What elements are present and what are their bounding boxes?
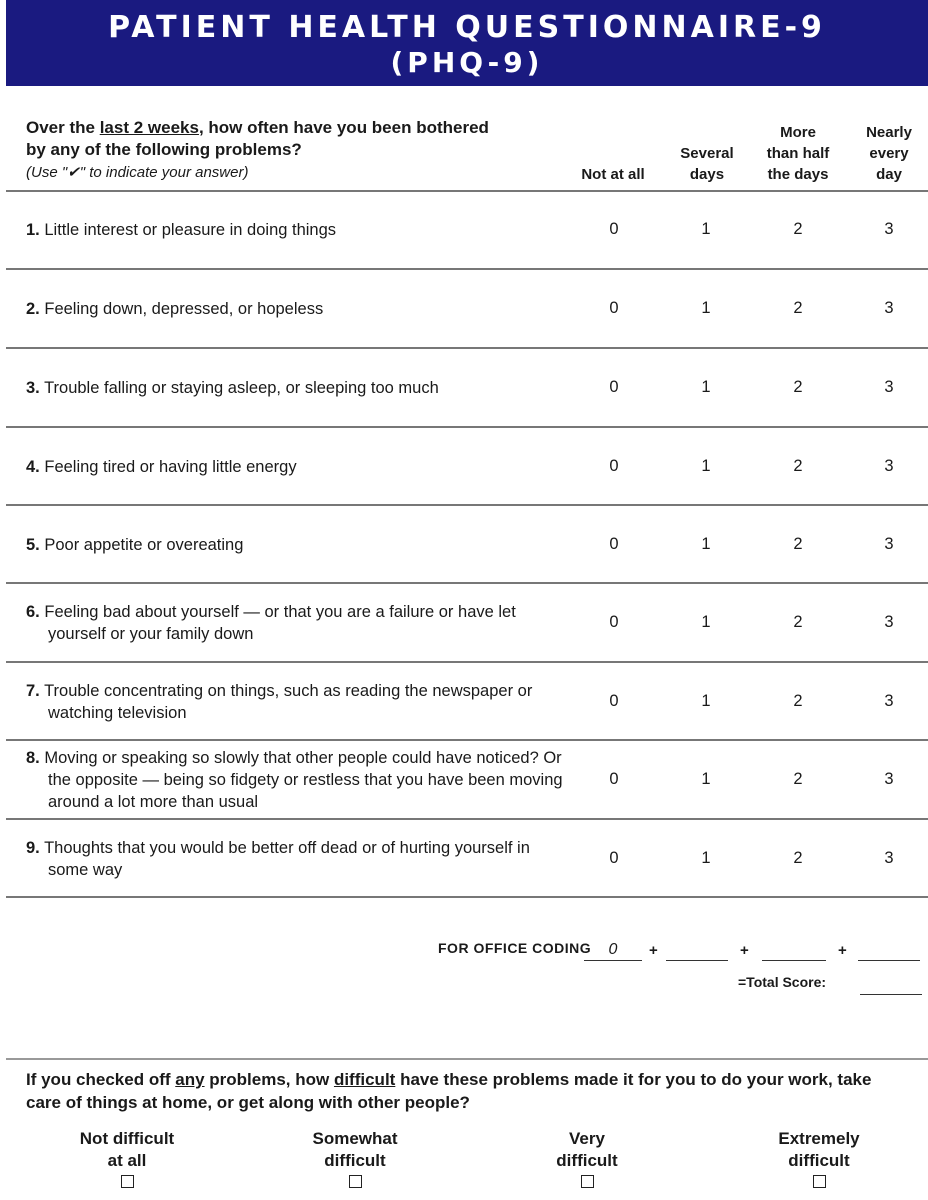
plus-sign: + xyxy=(649,942,658,959)
item-text xyxy=(26,506,566,583)
checkbox[interactable] xyxy=(121,1175,134,1188)
question-header xyxy=(26,117,586,184)
score-option-1[interactable]: 1 xyxy=(701,220,711,238)
score-option-3[interactable]: 3 xyxy=(884,692,894,710)
item-label: Feeling down, depressed, or hopeless xyxy=(44,299,324,318)
table-bottom-divider xyxy=(6,896,928,898)
score-option-0[interactable]: 0 xyxy=(609,220,619,238)
item-row-9 xyxy=(6,820,928,897)
item-text xyxy=(26,191,566,268)
checkbox[interactable] xyxy=(581,1175,594,1188)
score-option-1[interactable]: 1 xyxy=(701,613,711,631)
item-number: 6. xyxy=(26,602,40,621)
header-text-pre: Over the xyxy=(26,118,100,137)
option-line: Extremely xyxy=(778,1129,860,1148)
score-option-1[interactable]: 1 xyxy=(701,457,711,475)
difficulty-option-somewhat xyxy=(270,1128,440,1188)
item-number: 4. xyxy=(26,457,40,476)
score-option-2[interactable]: 2 xyxy=(793,613,803,631)
item-text xyxy=(26,349,566,426)
item-number: 9. xyxy=(26,838,40,857)
column-header-line: Several xyxy=(680,145,734,162)
option-line: difficult xyxy=(556,1151,618,1170)
column-header-line: More xyxy=(780,124,816,141)
item-row-3 xyxy=(6,349,928,426)
score-option-1[interactable]: 1 xyxy=(701,535,711,553)
item-number: 3. xyxy=(26,378,40,397)
score-option-0[interactable]: 0 xyxy=(609,535,619,553)
header-text-line2: by any of the following problems? xyxy=(26,140,302,159)
difficulty-option-not-difficult xyxy=(42,1128,212,1188)
office-coding-field-1[interactable]: 0 xyxy=(584,940,642,961)
score-option-2[interactable]: 2 xyxy=(793,692,803,710)
title-banner xyxy=(6,0,928,86)
item-label: Feeling bad about yourself — or that you are a failure or have let yourself or your family down xyxy=(44,602,516,643)
score-option-2[interactable]: 2 xyxy=(793,849,803,867)
office-coding-field-4[interactable] xyxy=(858,940,920,961)
column-header-line: every xyxy=(869,145,909,162)
total-score-field[interactable] xyxy=(860,974,922,995)
score-option-2[interactable]: 2 xyxy=(793,378,803,396)
item-text xyxy=(26,741,566,818)
score-option-1[interactable]: 1 xyxy=(701,692,711,710)
form-title: PATIENT HEALTH QUESTIONNAIRE-9 xyxy=(108,10,826,45)
item-number: 5. xyxy=(26,535,40,554)
column-header-not-at-all xyxy=(568,164,658,185)
item-text xyxy=(26,820,566,897)
item-row-4 xyxy=(6,428,928,505)
score-option-3[interactable]: 3 xyxy=(884,613,894,631)
item-label: Thoughts that you would be better off dead or of hurting yourself in some way xyxy=(44,838,530,879)
difficulty-question xyxy=(26,1068,906,1114)
score-option-1[interactable]: 1 xyxy=(701,378,711,396)
column-header-line: than half xyxy=(766,145,830,162)
office-coding-field-2[interactable] xyxy=(666,940,728,961)
item-label: Trouble falling or staying asleep, or sleeping too much xyxy=(44,378,439,397)
item-number: 1. xyxy=(26,220,40,239)
office-coding-label: FOR OFFICE CODING xyxy=(438,940,592,956)
item-row-2 xyxy=(6,270,928,347)
difficulty-text-post: have these problems made it for you to do your work, take care of things at home, or get along with other people? xyxy=(26,1070,872,1112)
column-header-several-days xyxy=(662,143,752,185)
item-row-5 xyxy=(6,506,928,583)
column-header-nearly-every-day xyxy=(844,122,928,185)
item-text xyxy=(26,428,566,505)
item-text xyxy=(26,663,566,740)
difficulty-text-pre: If you checked off xyxy=(26,1070,176,1089)
item-text xyxy=(26,584,566,661)
item-text xyxy=(26,270,566,347)
form-subtitle: (PHQ-9) xyxy=(390,46,544,79)
score-option-0[interactable]: 0 xyxy=(609,613,619,631)
option-line: difficult xyxy=(788,1151,850,1170)
option-line: Not difficult xyxy=(79,1129,175,1148)
item-number: 7. xyxy=(26,681,40,700)
score-option-3[interactable]: 3 xyxy=(884,535,894,553)
score-option-0[interactable]: 0 xyxy=(609,457,619,475)
difficulty-option-extremely xyxy=(734,1128,904,1188)
option-line: difficult xyxy=(324,1151,386,1170)
score-option-0[interactable]: 0 xyxy=(609,692,619,710)
difficulty-text-any: any xyxy=(175,1070,205,1089)
difficulty-text-mid: problems, how xyxy=(204,1070,334,1089)
column-header-line: Not at all xyxy=(581,166,645,183)
total-score-label: =Total Score: xyxy=(738,974,827,990)
column-header-line: Nearly xyxy=(866,124,912,141)
option-line: Somewhat xyxy=(312,1129,398,1148)
score-option-1[interactable]: 1 xyxy=(701,849,711,867)
item-number: 8. xyxy=(26,748,40,767)
column-header-more-than-half xyxy=(753,122,843,185)
header-text-post: , how often have you been bothered xyxy=(198,118,489,137)
item-row-6 xyxy=(6,584,928,661)
item-label: Poor appetite or overeating xyxy=(44,535,244,554)
score-option-3[interactable]: 3 xyxy=(884,299,894,317)
plus-sign: + xyxy=(740,942,749,959)
option-line: Very xyxy=(569,1129,605,1148)
column-header-line: days xyxy=(689,166,725,183)
item-label: Trouble concentrating on things, such as reading the newspaper or watching television xyxy=(44,681,533,722)
score-option-0[interactable]: 0 xyxy=(609,378,619,396)
item-row-1 xyxy=(6,191,928,268)
office-coding-field-3[interactable] xyxy=(762,940,826,961)
score-option-1[interactable]: 1 xyxy=(701,770,711,788)
item-label: Moving or speaking so slowly that other people could have noticed? Or the opposite — being so fidgety or restless that you have been moving around a lot more than usual xyxy=(44,748,563,811)
column-header-line: the days xyxy=(767,166,829,183)
score-option-2[interactable]: 2 xyxy=(793,770,803,788)
item-label: Feeling tired or having little energy xyxy=(44,457,297,476)
score-option-1[interactable]: 1 xyxy=(701,299,711,317)
difficulty-option-very xyxy=(502,1128,672,1188)
plus-sign: + xyxy=(838,942,847,959)
score-option-3[interactable]: 3 xyxy=(884,378,894,396)
item-label: Little interest or pleasure in doing things xyxy=(44,220,337,239)
score-option-0[interactable]: 0 xyxy=(609,770,619,788)
difficulty-divider xyxy=(6,1058,928,1060)
checkbox[interactable] xyxy=(349,1175,362,1188)
item-number: 2. xyxy=(26,299,40,318)
column-header-line: day xyxy=(876,166,902,183)
item-row-8 xyxy=(6,741,928,818)
header-text-underlined: last 2 weeks xyxy=(99,118,199,137)
score-option-3[interactable]: 3 xyxy=(884,457,894,475)
item-row-7 xyxy=(6,663,928,740)
score-option-3[interactable]: 3 xyxy=(884,770,894,788)
score-option-0[interactable]: 0 xyxy=(609,849,619,867)
option-line: at all xyxy=(107,1151,147,1170)
difficulty-text-difficult: difficult xyxy=(333,1070,396,1089)
score-option-2[interactable]: 2 xyxy=(793,299,803,317)
score-option-2[interactable]: 2 xyxy=(793,535,803,553)
checkbox[interactable] xyxy=(813,1175,826,1188)
score-option-3[interactable]: 3 xyxy=(884,220,894,238)
score-option-2[interactable]: 2 xyxy=(793,457,803,475)
header-instruction: (Use "✔" to indicate your answer) xyxy=(26,164,249,181)
score-option-2[interactable]: 2 xyxy=(793,220,803,238)
score-option-3[interactable]: 3 xyxy=(884,849,894,867)
score-option-0[interactable]: 0 xyxy=(609,299,619,317)
